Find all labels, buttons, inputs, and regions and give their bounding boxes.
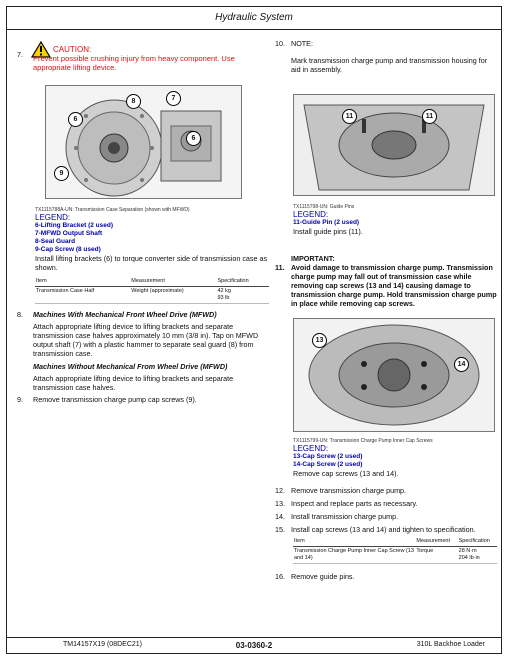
callout-14: 14 <box>454 357 469 372</box>
spec-header-item: Item <box>293 537 415 547</box>
callout-6-left: 6 <box>68 112 83 127</box>
without-mfwd-title: Machines Without Mechanical From Wheel Drive (MFWD) <box>33 362 228 371</box>
steps-12-15 <box>275 486 497 534</box>
legend-item: 9-Cap Screw (8 used) <box>35 246 101 253</box>
figure-caption: TX1115788A-UN: Transmission Case Separation (shown with MFWD) <box>35 207 190 213</box>
legend-item: 7-MFWD Output Shaft <box>35 230 103 237</box>
step-text: Inspect and replace parts as necessary. <box>291 499 418 508</box>
spec-header-specification: Specification <box>458 537 497 547</box>
torque-spec <box>275 537 497 564</box>
spec-cell-item: Transmission Charge Pump Inner Cap Screw (13 and 14) <box>293 547 415 564</box>
callout-11-right: 11 <box>422 109 437 124</box>
legend-title: LEGEND: <box>35 213 71 222</box>
legend-item: 8-Seal Guard <box>35 238 76 245</box>
step-9 <box>17 395 269 404</box>
step-number: 11. <box>275 263 285 272</box>
figure-charge-pump-legend <box>275 438 497 478</box>
figure-guide-pins-legend <box>275 204 497 236</box>
figure-case-separation <box>45 85 242 199</box>
callout-8: 8 <box>126 94 141 109</box>
legend-title: LEGEND: <box>293 210 329 219</box>
callout-9: 9 <box>54 166 69 181</box>
page-header <box>7 7 501 30</box>
step-number: 12. <box>275 486 285 495</box>
caution-label: CAUTION: <box>53 45 92 54</box>
figure-guide-pins <box>293 94 495 196</box>
step-7 <box>17 45 269 75</box>
callout-11-left: 11 <box>342 109 357 124</box>
footer-model: 310L Backhoe Loader <box>416 641 485 648</box>
step-14 <box>275 512 497 521</box>
spec-cell-value: 42 kg 93 lb <box>216 287 269 304</box>
legend-item: 13-Cap Screw (2 used) <box>293 453 363 460</box>
note-label: NOTE: <box>291 39 313 48</box>
step-number: 14. <box>275 512 285 521</box>
callout-6-right: 6 <box>186 131 201 146</box>
step-13 <box>275 499 497 508</box>
install-guide-pins-text: Install guide pins (11). <box>293 227 363 236</box>
step-12 <box>275 486 497 495</box>
legend-title: LEGEND: <box>293 444 329 453</box>
step-number: 15. <box>275 525 285 534</box>
step-9-text: Remove transmission charge pump cap screws (9). <box>33 395 197 404</box>
weight-spec-table <box>35 277 269 304</box>
step-text: Remove transmission charge pump. <box>291 486 407 495</box>
footer-doc-id: TM14157X19 (08DEC21) <box>63 641 142 648</box>
page-frame <box>6 6 502 654</box>
spec-header-item: Item <box>35 277 130 287</box>
step-text: Install cap screws (13 and 14) and tighten to specification. <box>291 525 476 534</box>
spec-header-specification: Specification <box>216 277 269 287</box>
transmission-case-illustration <box>46 86 241 198</box>
spec-header-measurement: Measurement <box>415 537 457 547</box>
step-11-text: Avoid damage to transmission charge pump. Transmission charge pump may fall out of transmission case while removing cap screws (13 and 14) causing damage to transmission charge pump. Hold transmission charge pump in place while removing cap screws. <box>291 263 497 308</box>
torque-spec-table <box>293 537 497 564</box>
step-text: Install transmission charge pump. <box>291 512 399 521</box>
right-column <box>275 39 497 581</box>
step-number: 16. <box>275 572 285 581</box>
step-10-text: Mark transmission charge pump and transmission housing for aid in assembly. <box>291 56 488 74</box>
step-8 <box>17 310 269 392</box>
guide-pins-illustration <box>294 95 494 195</box>
caution-text: Prevent possible crushing injury from heavy component. Use appropriate lifting device. <box>33 54 235 72</box>
install-text: Install lifting brackets (6) to torque converter side of transmission case as shown. <box>35 254 268 272</box>
spec-cell-item: Transmission Case Half <box>35 287 130 304</box>
step-8-text: Attach appropriate lifting device to lifting brackets and separate transmission case halves approximately 10 mm (3/8 in). Tap on MFWD output shaft (7) with a plastic hammer to separate seal guard (8) from transmission case. <box>33 322 259 358</box>
spec-cell-measurement: Torque <box>415 547 457 564</box>
left-column <box>17 45 269 404</box>
figure-caption: TX1115799-UN: Transmission Charge Pump Inner Cap Screws <box>293 438 433 444</box>
footer-divider <box>7 637 501 638</box>
step-number: 13. <box>275 499 285 508</box>
step-15 <box>275 525 497 534</box>
step-8-title: Machines With Mechanical Front Wheel Drive (MFWD) <box>33 310 217 319</box>
legend-item: 11-Guide Pin (2 used) <box>293 219 360 226</box>
step-number: 8. <box>17 310 23 319</box>
step-16 <box>275 572 497 581</box>
spec-header-measurement: Measurement <box>130 277 216 287</box>
page-title: Hydraulic System <box>215 12 293 23</box>
legend-item: 6-Lifting Bracket (2 used) <box>35 222 114 229</box>
step-11 <box>275 263 497 308</box>
footer-page-number: 03-0360-2 <box>235 641 273 650</box>
important-label: IMPORTANT: <box>291 254 335 263</box>
step-number: 10. <box>275 39 285 48</box>
without-mfwd-text: Attach appropriate lifting device to lifting brackets and separate transmission case halves. <box>33 374 234 392</box>
legend-item: 14-Cap Screw (2 used) <box>293 461 363 468</box>
remove-cap-screws-text: Remove cap screws (13 and 14). <box>293 469 399 478</box>
callout-13: 13 <box>312 333 327 348</box>
step-10 <box>275 39 497 74</box>
step-number: 9. <box>17 395 23 404</box>
callout-7: 7 <box>166 91 181 106</box>
step-number: 7. <box>17 50 23 59</box>
important-block <box>275 254 497 308</box>
step-16-text: Remove guide pins. <box>291 572 355 581</box>
spec-cell-value: 28 N·m 204 lb·in <box>458 547 497 564</box>
figure-charge-pump <box>293 318 495 432</box>
spec-cell-measurement: Weight (approximate) <box>130 287 216 304</box>
figure-legend <box>17 207 269 304</box>
figure-caption: TX1115798-UN: Guide Pins <box>293 204 355 210</box>
